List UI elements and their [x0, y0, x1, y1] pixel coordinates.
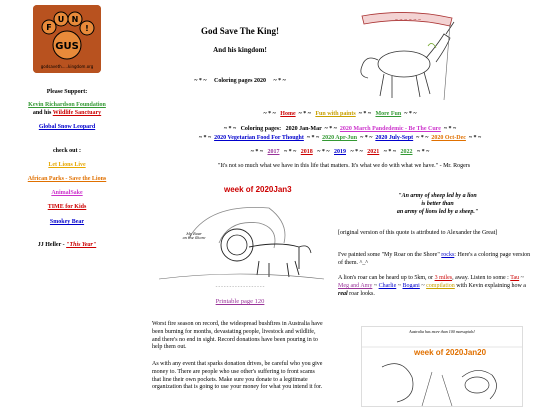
lion-coloring-page[interactable]: [149, 183, 331, 295]
link-global-snow-leopard[interactable]: Global Snow Leopard: [38, 124, 96, 130]
page-title: God Save The King!: [200, 26, 280, 36]
nav-year-2018[interactable]: 2018: [300, 149, 313, 155]
main-nav: ~ * ~ Home ~ * ~ Fun with paints ~ * ~ More Fun ~ * ~: [263, 111, 417, 117]
link-rocks[interactable]: rocks: [441, 252, 455, 258]
coloring-pages-label: Coloring pages:: [240, 126, 282, 132]
link-meg-and-amy[interactable]: Meg and Amy: [338, 283, 373, 290]
week-banner-2: week of 2020Jan20: [414, 348, 487, 357]
link-bogani[interactable]: Bogani: [402, 283, 420, 290]
link-smokey-bear[interactable]: Smokey Bear: [49, 219, 85, 225]
svg-text:~ ~ ~ ~ ~ ~ ~ ~ ~ ~ ~ ~ ~ ~ ~: ~ ~ ~ ~ ~ ~ ~ ~ ~ ~ ~ ~ ~ ~ ~ ~ ~ ~: [215, 285, 265, 288]
page-subtitle: And his kingdom!: [213, 46, 267, 54]
bushfire-paragraph-2: As with any event that sparks donation drives, be careful who you give money to. There are people who use other's suffering to front scams that line their own pockets. Make sure you donate to a legitimate organization that is going to use your money for what you intend it for.: [152, 361, 323, 391]
quote-line-1: "An army of sheep led by a lion: [398, 193, 477, 199]
wildlife-prefix: and his: [32, 110, 53, 116]
link-this-year[interactable]: "This Year": [66, 242, 97, 248]
marsupial-coloring-page[interactable]: [361, 326, 523, 407]
svg-text:~ ~ ~ ~ ~ ~: ~ ~ ~ ~ ~ ~: [394, 17, 422, 22]
week-banner: week of 2020Jan3: [224, 185, 292, 194]
nav-2020-vegetarian[interactable]: 2020 Vegetarian Food For Thought: [214, 135, 304, 141]
link-let-lions-live[interactable]: Let Lions Live: [48, 162, 86, 168]
support-heading: Please Support:: [46, 89, 88, 95]
nav-year-2017[interactable]: 2017: [267, 149, 280, 155]
bushfire-paragraph-1: Worst fire season on record, the widespread bushfires in Australia have been burning for months, devastating people, livestock and wildlife, and there's no end in sight. Record donations have been pouring in to help them out.: [152, 321, 323, 351]
nav-year-2022[interactable]: 2022: [400, 149, 413, 155]
link-kevin-richardson-foundation[interactable]: Kevin Richardson Foundation: [28, 102, 106, 108]
link-charlie[interactable]: Charlie: [378, 283, 397, 290]
printable-page-link[interactable]: Printable page 120: [215, 298, 265, 305]
logo-caption: godsaveth.....kingdom.org: [40, 64, 94, 69]
quote-line-3: an army of lions led by a sheep.": [396, 208, 479, 215]
svg-text:on the Shore: on the Shore: [182, 236, 206, 240]
nav-2020-jan-mar: 2020 Jan-Mar: [285, 126, 322, 132]
jj-heller-label: JJ Heller -: [37, 242, 67, 248]
sheep-lion-quote: [340, 193, 535, 216]
nav-year-2021[interactable]: 2021: [367, 149, 380, 155]
svg-text:GUS: GUS: [55, 41, 79, 52]
nav-year-2019[interactable]: 2019: [334, 149, 346, 155]
nav-2020-july-sept[interactable]: 2020 July-Sept: [375, 135, 414, 141]
rocks-paragraph: I've painted some "My Roar on the Shore" rocks: Here's a coloring page version of them. ^_^: [338, 252, 531, 266]
nav-home[interactable]: Home: [280, 111, 296, 117]
svg-text:!: !: [85, 24, 89, 33]
paw-print-logo-icon: [33, 5, 101, 73]
coloring-pages-nav: ~ * ~ Coloring pages: 2020 Jan-Mar ~ * ~ 2020 March Pandedemic - Be The Cure ~ * ~: [223, 126, 457, 132]
svg-text:F: F: [46, 23, 52, 32]
svg-text:N: N: [71, 15, 79, 24]
site-logo[interactable]: [33, 5, 101, 73]
link-time-for-kids[interactable]: TIME for Kids: [47, 204, 87, 210]
quote-line-2: is better than: [421, 200, 454, 207]
link-wildlife-sanctuary[interactable]: Wildlife Sanctuary: [52, 110, 102, 116]
link-animalsake[interactable]: AnimalSake: [51, 190, 83, 196]
checkout-heading: check out :: [53, 148, 81, 154]
svg-text:My Roar: My Roar: [186, 232, 202, 236]
years-nav: ~ * ~ 2017 ~ * ~ 2018 ~ * ~ 2019 ~ * ~ 2021 ~ * ~ 2022 ~ * ~: [250, 149, 430, 155]
nav-2020-oct-dec[interactable]: 2020 Oct-Dec: [431, 135, 466, 141]
link-compilation[interactable]: compilation: [426, 283, 455, 290]
nav-2020-apr-jun[interactable]: 2020 Apr-Jun: [322, 135, 358, 141]
marsupial-caption: Australia has more than 100 marsupials!: [409, 329, 475, 334]
unicorn-illustration: [332, 4, 482, 104]
nav-more-fun[interactable]: More Fun: [375, 111, 402, 117]
nav-2020-pandemic[interactable]: 2020 March Pandedemic - Be The Cure: [339, 126, 441, 132]
seasons-nav: ~ * ~ 2020 Vegetarian Food For Thought ~ * ~ 2020 Apr-Jun ~ * ~ 2020 July-Sept ~ * ~ 2020 Oct-Dec ~ * ~: [198, 135, 482, 141]
link-3-miles[interactable]: 3 miles: [434, 275, 453, 281]
svg-text:U: U: [57, 15, 65, 24]
nav-fun-with-paints[interactable]: Fun with paints: [315, 111, 356, 117]
coloring-pages-heading: ~ * ~ Coloring pages 2020 ~ * ~: [194, 78, 286, 84]
mr-rogers-quote: "It's not so much what we have in this life that matters. It's what we do with what we have." - Mr. Rogers: [217, 163, 471, 169]
lion-roar-paragraph: A lion's roar can be heard up to 5km, or 3 miles, away. Listen to some : Tau ~ Meg and Amy ~ Charlie ~ Bogani ~ compilation with Kevin explaining how a real roar looks.: [338, 275, 526, 298]
link-tau[interactable]: Tau: [510, 275, 520, 281]
link-african-parks[interactable]: African Parks - Save the Lions: [27, 176, 107, 182]
quote-attribution: [original version of this quote is attributed to Alexander the Great]: [338, 230, 498, 236]
